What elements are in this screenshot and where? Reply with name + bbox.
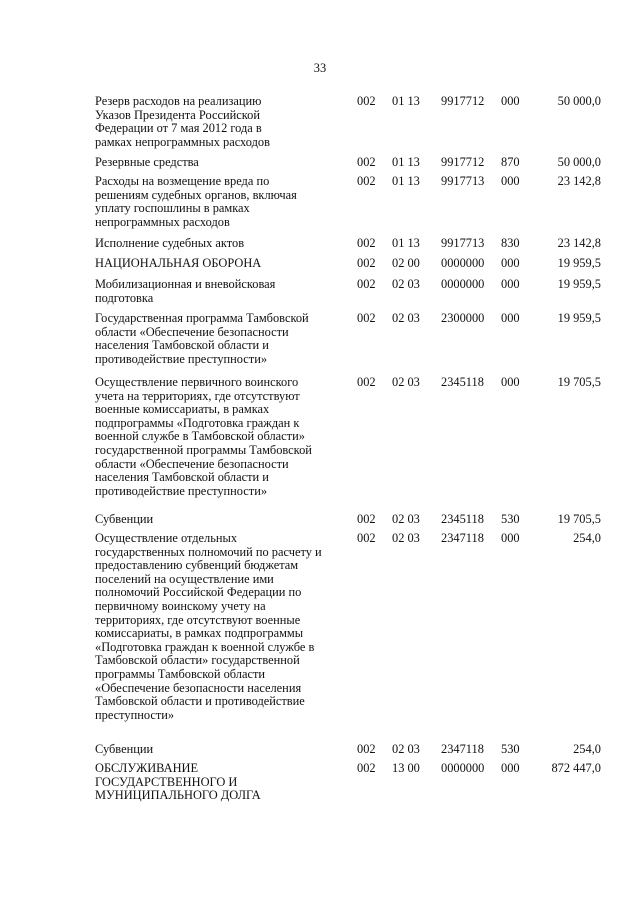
row-description (95, 156, 350, 170)
expense-kind-code: 870 (501, 155, 520, 169)
section-code: 01 13 (392, 155, 420, 169)
description-line: территориях, где отсутствуют военные (95, 612, 301, 627)
row-description (95, 175, 350, 229)
description-line: предоставлению субвенций бюджетам (95, 558, 299, 573)
row-description (95, 532, 350, 722)
expense-kind-code: 000 (501, 277, 520, 291)
description-line: Указов Президента Российской (95, 107, 260, 122)
description-line: государственных полномочий по расчету и (95, 544, 322, 559)
row-description (95, 376, 350, 498)
expense-kind-code: 000 (501, 761, 520, 775)
amount: 19 959,5 (557, 277, 601, 291)
article-code: 2345118 (441, 512, 484, 526)
table-row (0, 513, 640, 527)
admin-code: 002 (357, 174, 376, 188)
admin-code: 002 (357, 375, 376, 389)
admin-code: 002 (357, 742, 376, 756)
description-line: полномочий Российской Федерации по (95, 585, 302, 600)
section-code: 02 03 (392, 311, 420, 325)
description-line: «Подготовка граждан к военной службе в (95, 639, 315, 654)
description-line: подготовка (95, 290, 154, 305)
table-row (0, 743, 640, 757)
description-line: Тамбовской области» государственной (95, 653, 300, 668)
section-code: 02 00 (392, 256, 420, 270)
section-code: 13 00 (392, 761, 420, 775)
description-line: населения Тамбовской области и (95, 470, 269, 485)
table-row (0, 762, 640, 803)
row-description (95, 762, 350, 803)
section-code: 02 03 (392, 742, 420, 756)
admin-code: 002 (357, 155, 376, 169)
description-line: поселений на осуществление ими (95, 571, 274, 586)
description-line: непрограммных расходов (95, 214, 230, 229)
article-code: 2347118 (441, 742, 484, 756)
article-code: 9917712 (441, 155, 485, 169)
description-line: первичному воинскому учету на (95, 598, 266, 613)
description-line: Резерв расходов на реализацию (95, 94, 262, 108)
amount: 19 705,5 (557, 512, 601, 526)
description-line: преступности» (95, 707, 175, 722)
row-description (95, 312, 350, 366)
description-line: Субвенции (95, 512, 154, 526)
description-line: Резервные средства (95, 155, 199, 169)
description-line: программы Тамбовской области (95, 666, 266, 681)
row-description (95, 95, 350, 149)
description-line: комиссариаты, в рамках подпрограммы (95, 626, 304, 641)
article-code: 2300000 (441, 311, 485, 325)
page-number: 33 (313, 61, 327, 75)
description-line: «Обеспечение безопасности населения (95, 680, 302, 695)
article-code: 0000000 (441, 256, 485, 270)
description-line: НАЦИОНАЛЬНАЯ ОБОРОНА (95, 256, 262, 270)
expense-kind-code: 530 (501, 742, 520, 756)
description-line: Субвенции (95, 742, 154, 756)
description-line: области «Обеспечение безопасности (95, 324, 289, 339)
description-line: военные комиссариаты, в рамках (95, 402, 270, 417)
amount: 19 959,5 (557, 311, 601, 325)
description-line: Государственная программа Тамбовской (95, 311, 309, 325)
article-code: 9917713 (441, 236, 485, 250)
row-description (95, 513, 350, 527)
article-code: 0000000 (441, 761, 485, 775)
section-code: 02 03 (392, 277, 420, 291)
section-code: 02 03 (392, 531, 420, 545)
admin-code: 002 (357, 236, 376, 250)
table-row (0, 237, 640, 251)
description-line: Исполнение судебных актов (95, 236, 245, 250)
article-code: 2345118 (441, 375, 484, 389)
expense-kind-code: 000 (501, 94, 520, 108)
admin-code: 002 (357, 531, 376, 545)
description-line: области «Обеспечение безопасности (95, 456, 289, 471)
table-row (0, 156, 640, 170)
description-line: рамках непрограммных расходов (95, 134, 270, 149)
table-row (0, 312, 640, 366)
expense-kind-code: 000 (501, 256, 520, 270)
description-line: Осуществление отдельных (95, 531, 238, 545)
description-line: Осуществление первичного воинского (95, 375, 299, 389)
row-description (95, 257, 350, 271)
expense-kind-code: 000 (501, 531, 520, 545)
admin-code: 002 (357, 512, 376, 526)
row-description (95, 237, 350, 251)
description-line: противодействие преступности» (95, 351, 268, 366)
admin-code: 002 (357, 256, 376, 270)
expense-kind-code: 000 (501, 311, 520, 325)
amount: 50 000,0 (557, 94, 601, 108)
expense-kind-code: 830 (501, 236, 520, 250)
article-code: 9917713 (441, 174, 485, 188)
amount: 254,0 (573, 742, 601, 756)
article-code: 2347118 (441, 531, 484, 545)
description-line: ГОСУДАРСТВЕННОГО И (95, 774, 238, 789)
article-code: 9917712 (441, 94, 485, 108)
admin-code: 002 (357, 94, 376, 108)
expense-kind-code: 000 (501, 375, 520, 389)
description-line: военной службе в Тамбовской области» (95, 429, 305, 444)
description-line: Мобилизационная и вневойсковая (95, 277, 276, 291)
description-line: уплату госпошлины в рамках (95, 201, 250, 216)
amount: 19 705,5 (557, 375, 601, 389)
row-description (95, 743, 350, 757)
table-row (0, 95, 640, 149)
description-line: государственной программы Тамбовской (95, 442, 312, 457)
amount: 254,0 (573, 531, 601, 545)
description-line: учета на территориях, где отсутствуют (95, 388, 300, 403)
table-row (0, 376, 640, 498)
section-code: 02 03 (392, 375, 420, 389)
admin-code: 002 (357, 311, 376, 325)
description-line: противодействие преступности» (95, 483, 268, 498)
description-line: подпрограммы «Подготовка граждан к (95, 415, 300, 430)
amount: 872 447,0 (551, 761, 601, 775)
section-code: 01 13 (392, 94, 420, 108)
amount: 23 142,8 (557, 236, 601, 250)
table-row (0, 278, 640, 305)
description-line: Федерации от 7 мая 2012 года в (95, 121, 262, 136)
description-line: ОБСЛУЖИВАНИЕ (95, 761, 199, 775)
table-row (0, 175, 640, 229)
expense-kind-code: 530 (501, 512, 520, 526)
section-code: 01 13 (392, 174, 420, 188)
admin-code: 002 (357, 761, 376, 775)
amount: 23 142,8 (557, 174, 601, 188)
article-code: 0000000 (441, 277, 485, 291)
description-line: Тамбовской области и противодействие (95, 694, 305, 709)
table-row (0, 257, 640, 271)
description-line: населения Тамбовской области и (95, 338, 269, 353)
admin-code: 002 (357, 277, 376, 291)
description-line: Расходы на возмещение вреда по (95, 174, 270, 188)
section-code: 02 03 (392, 512, 420, 526)
section-code: 01 13 (392, 236, 420, 250)
amount: 19 959,5 (557, 256, 601, 270)
table-row (0, 532, 640, 722)
expense-kind-code: 000 (501, 174, 520, 188)
description-line: МУНИЦИПАЛЬНОГО ДОЛГА (95, 788, 261, 803)
description-line: решениям судебных органов, включая (95, 187, 297, 202)
amount: 50 000,0 (557, 155, 601, 169)
row-description (95, 278, 350, 305)
